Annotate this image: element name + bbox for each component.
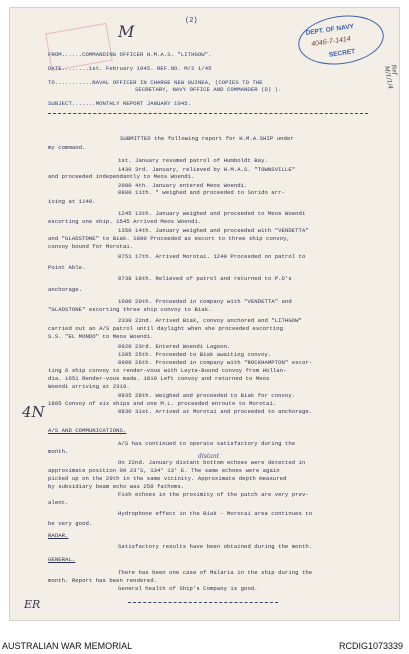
intro-line-1: SUBMITTED the following report for H.M.A.SHIP under	[120, 135, 294, 142]
intro-line-2: my command.	[48, 144, 86, 151]
general-line: There has been one case of Malaria in the ship during the	[118, 569, 313, 576]
header-rule	[48, 113, 368, 114]
event-line: carried out an A/S patrol until daylight when she proceeded escorting	[48, 325, 284, 332]
event-line: "GLADSTONE" escorting three ship convoy to Biak.	[48, 306, 212, 313]
event-line: 1600 20th. Proceeded in company with "VENDETTA" and	[118, 298, 292, 305]
event-line: anchorage.	[48, 286, 83, 293]
stamp-secret: SECRET	[328, 48, 356, 59]
event-line: 0800 11th. " weighed and proceeded to Sorido arr-	[118, 189, 285, 196]
header-to: TO...........NAVAL OFFICER IN CHARGE NEW GUINEA, (COPIES TO THE	[48, 79, 263, 86]
general-line: month. Report has been rendered.	[48, 577, 158, 584]
event-line: 1805 Convoy of six ships and one M.L. proceeded enroute to Morotai.	[48, 400, 277, 407]
event-line: 0900 26th. Proceeded in company with "ROCKHAMPTON" escor-	[118, 359, 313, 366]
event-line: escorting one ship. 1545 Arrived Meos Woendi.	[48, 218, 202, 225]
event-line: convoy bound for Morotai.	[48, 243, 134, 250]
event-line: 0830 31st. Arrived at Morotai and proceeded to anchorage.	[118, 408, 313, 415]
section-title-radar: RADAR.	[48, 532, 69, 539]
event-line: S.S. "EL MONDO" to Meos Woendi.	[48, 333, 154, 340]
closing-rule	[128, 602, 278, 603]
as-line: picked up on the 29th in the same vicinity. Approximate depth measured	[48, 475, 287, 482]
document-page	[10, 8, 399, 620]
handwritten-top-mark: M	[118, 22, 135, 41]
event-line: 0935 28th. Weighed and proceeded to Biak for convoy.	[118, 392, 296, 399]
event-line: 0751 17th. Arrived Morotai. 1240 Proceeded on patrol to	[118, 253, 306, 260]
event-line: 2330 22nd. Arrived Biak, convoy anchored and "LITHGOW"	[118, 317, 302, 324]
as-line: A/S has continued to operate satisfactory during the	[118, 440, 296, 447]
section-title-as: A/S AND COMMUNICATIONS.	[48, 427, 127, 434]
event-line: 1430 3rd. January, relieved by H.M.A.S. "TOWNSVILLE"	[118, 166, 296, 173]
as-line: Hydrophone effect in the Biak - Morotai area continues to	[118, 510, 313, 517]
event-line: 1350 14th. January weighed and proceeded with "VENDETTA"	[118, 227, 309, 234]
event-line: and proceeded independantly to Meos Woendi.	[48, 173, 195, 180]
event-line: Point Able.	[48, 264, 86, 271]
event-line: 1245 13th. January weighed and proceeded to Meos Woendi	[118, 210, 306, 217]
handwritten-margin-note: 4N	[22, 403, 45, 421]
section-title-general: GENERAL.	[48, 556, 76, 563]
faded-stamp-mark	[45, 23, 113, 71]
header-to-cont: SECRETARY, NAVY OFFICE AND COMMANDER (D) ).	[135, 86, 282, 93]
as-line: alent.	[48, 499, 69, 506]
handwritten-initial: ER	[24, 598, 41, 611]
general-line: General health of Ship's Company is good.	[118, 585, 258, 592]
header-from: FROM......COMMANDING OFFICER H.M.A.S. "LITHGOW".	[48, 51, 212, 58]
handwritten-side-note: Ref M/1/1/4	[382, 64, 399, 90]
page-number: (2)	[185, 17, 198, 25]
event-line: 0920 23rd. Entered Woendi Lagoon.	[118, 343, 231, 350]
as-line: month.	[48, 448, 69, 455]
header-date: DATE........1st. February 1945. REF.NO. M/2 1/45	[48, 65, 212, 72]
event-line: dia. 1651 Render-vous made. 1810 Left convoy and returned to Meos	[48, 375, 270, 382]
stamp-dept: DEPT. OF NAVY	[305, 23, 355, 37]
event-line: and "GLADSTONE" to Biak. 1800 Proceeded as escort to three ship convoy,	[48, 235, 290, 242]
navy-stamp	[295, 10, 387, 70]
event-line: Woendi arriving at 2319.	[48, 383, 130, 390]
event-line: iving at 1140.	[48, 198, 96, 205]
archive-footer	[0, 628, 409, 654]
as-line: by subsidiary beam echo was 250 fathoms.	[48, 483, 185, 490]
as-line: approximate position 00 23'S, 134° 13' E. The same echoes were again	[48, 467, 280, 474]
event-line: ting 6 ship convoy to render-vous with Leyte-Bound convoy from Hollan-	[48, 367, 287, 374]
event-line: 0738 19th. Relieved of patrol and returned to P.D's	[118, 275, 292, 282]
radar-line: Satisfactory results have been obtained during the month.	[118, 543, 313, 550]
event-line: 2000 4th. January entered Meos Woendi.	[118, 182, 248, 189]
event-line: 1305 25th. Proceeded to Biak awaiting convoy.	[118, 351, 272, 358]
footer-source: AUSTRALIAN WAR MEMORIAL	[2, 641, 133, 651]
as-line: Fish echoes in the proximity of the patch are very prev-	[118, 491, 309, 498]
event-line: 1st. January resumed patrol of Humboldt Bay.	[118, 157, 268, 164]
footer-id: RCDIG1073339	[338, 641, 403, 651]
header-subject: SUBJECT.......MONTHLY REPORT JANUARY 1945.	[48, 100, 192, 107]
handwritten-insert: distant	[198, 453, 220, 460]
as-line: On 22nd. January distant bottom echoes were detected in	[118, 459, 306, 466]
as-line: be very good.	[48, 520, 93, 527]
stamp-ref: 4046-7-1414	[310, 35, 352, 49]
